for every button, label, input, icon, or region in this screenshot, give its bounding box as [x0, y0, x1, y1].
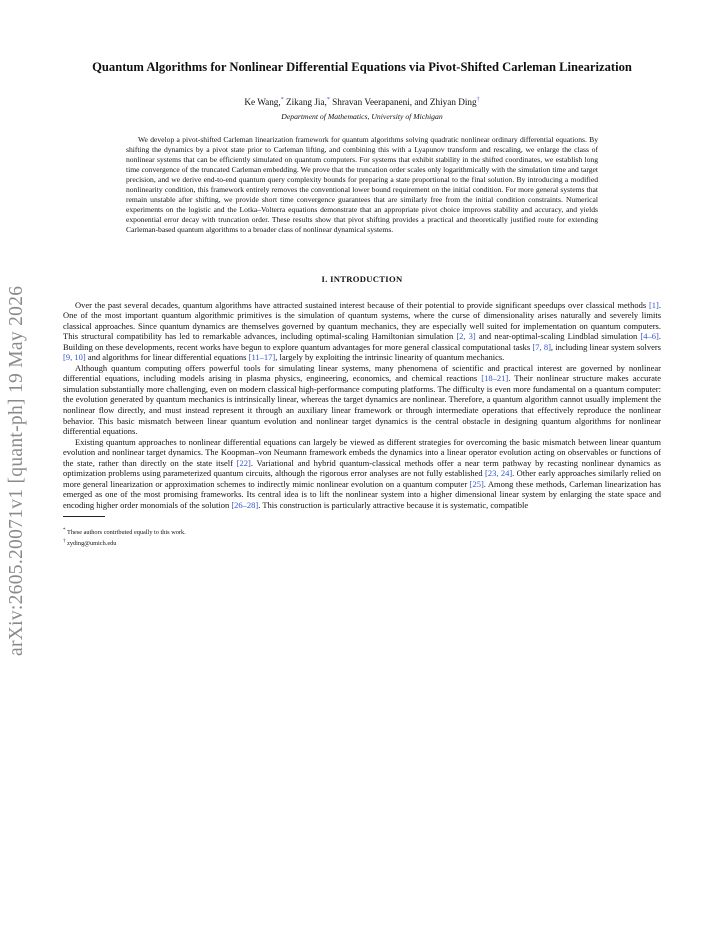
paragraph-text: . This construction is particularly attractive because it is systematic, compatible [258, 499, 529, 510]
paragraph-3 [63, 437, 661, 511]
paragraph-text: . Their nonlinear structure makes accurate simulation substantially more challenging, even on modern classical high-performance computing platforms. The difficulty is even more fundamental on a quantum computer: the evolution generated by quantum mechanics is intrinsically linear, whereas the target dynamics are nonlinear. Therefore, a quantum algorithm cannot usually implement the nonlinear flow directly, and must instead represent it through an auxiliary linear framework or through intermediate operations that effectively reproduce the nonlinear behavior. This basic mismatch between linear quantum evolution and nonlinear target dynamics is the central obstacle in designing quantum algorithms for nonlinear differential equations. [63, 373, 661, 437]
affiliation: Department of Mathematics, University of Michigan [281, 112, 443, 122]
citation-link[interactable]: [4–6] [640, 331, 659, 342]
paragraph-text: . Building on these developments, recent works have begun to explore quantum advantages for more general classical computational tasks [63, 331, 661, 352]
citation-link[interactable]: [22] [236, 457, 251, 468]
citation-link[interactable]: [7, 8] [532, 341, 551, 352]
section-heading: I. INTRODUCTION [321, 273, 403, 284]
paragraph-text: , largely by exploiting the intrinsic linearity of quantum mechanics. [275, 352, 505, 363]
email-link[interactable]: zyding@umich.edu [67, 539, 117, 547]
paragraph-text: . One of the most important quantum algorithmic primitives is the simulation of quantum systems, where the curse of dimensionality arises naturally and severely limits classical approaches. Since quantum dynamics are themselves governed by quantum mechanics, they are especially well suited for implementation on quantum computers. This structural compatibility has led to remarkable advances, including optimal-scaling Hamiltonian simulation [63, 299, 661, 342]
citation-link[interactable]: [11–17] [248, 352, 276, 363]
footnote-divider [63, 516, 105, 517]
citation-link[interactable]: [26–28] [231, 499, 259, 510]
paper-page [63, 60, 661, 548]
citation-link[interactable]: [23, 24] [485, 468, 513, 479]
footnote-email [63, 538, 661, 548]
abstract: We develop a pivot-shifted Carleman linearization framework for quantum algorithms solving quadratic nonlinear ordinary differential equations. By shifting the dynamics by a pivot state prior to Carleman lifting, and combining this with a Lyapunov transform and rescaling, we enlarge the class of nonlinear systems that can be efficiently simulated on quantum computers. For systems that exhibit stability in the shifted coordinates, we establish long time convergence of the truncated Carleman embedding. We prove that the truncation order scales only logarithmically with the simulation time and target precision, and we derive end-to-end quantum query complexity bounds for preparing a state proportional to the final solution. By introducing a modified nonlinearity condition, this framework entirely removes the conventional lower bound requirement on the initial condition. For more general systems that remain unstable after shifting, we provide short time convergence guarantees that are similarly free from the initial condition constraints. Numerical experiments on the logistic and the Lotka–Volterra equations demonstrate that an appropriate pivot choice improves stability and accuracy, and yields exponential error decay with truncation order. These results show that pivot shifting provides a practical and theoretically justified route for extending Carleman-based quantum algorithms to a broader class of nonlinear dynamical systems. [126, 135, 598, 235]
equal-contribution-mark[interactable]: * [326, 97, 330, 103]
citation-link[interactable]: [2, 3] [456, 331, 476, 342]
paragraph-text: , including linear system solvers [550, 341, 661, 352]
author-name: Ke Wang, [244, 97, 281, 108]
corresponding-author-mark[interactable]: † [476, 97, 480, 103]
paragraph-text: Over the past several decades, quantum algorithms have attracted sustained interest because of their potential to provide significant speedups over classical methods [75, 299, 649, 310]
citation-link[interactable]: [1] [648, 299, 659, 310]
citation-link[interactable]: [18–21] [481, 373, 509, 384]
citation-link[interactable]: [9, 10] [63, 352, 86, 363]
paragraph-text: . Other early approaches similarly relied on more general linearization or approximation schemes to indirectly mimic nonlinear evolution on a quantum computer [63, 468, 661, 489]
paragraph-text: and algorithms for linear differential equations [85, 352, 249, 363]
footnote-mark: † [63, 538, 66, 544]
paragraph-1 [63, 300, 661, 363]
paragraph-text: Although quantum computing offers powerful tools for simulating linear systems, many phenomena of scientific and practical interest are governed by nonlinear differential equations, including models arising in plasma physics, engineering, economics, and chemical reactions [63, 362, 661, 384]
author-name: Zikang Jia, [286, 97, 327, 108]
equal-contribution-mark[interactable]: * [280, 97, 284, 103]
paragraph-text: . Variational and hybrid quantum-classical methods offer a near term pathway by recasting nonlinear dynamics as optimization problems using parameterized quantum circuits, although the rigorous error analyses are not fully established [63, 457, 661, 479]
author-name: Shravan Veerapaneni, and Zhiyan Ding [332, 97, 477, 108]
paper-title: Quantum Algorithms for Nonlinear Differential Equations via Pivot-Shifted Carleman Linearization [92, 60, 632, 74]
citation-link[interactable]: [25] [469, 478, 484, 489]
paragraph-text: Existing quantum approaches to nonlinear differential equations can largely be viewed as different strategies for overcoming the basic mismatch between linear quantum evolution and nonlinear target dynamics. The Koopman–von Neumann framework embeds the dynamics into a linear operator evolution acting on observables or functions of the state, rather than directly on the state itself [63, 436, 661, 468]
paragraph-2 [63, 363, 661, 437]
footnote-mark: * [63, 528, 66, 534]
footnote-equal-contribution [63, 527, 661, 537]
author-list [63, 94, 661, 108]
paragraph-text: and near-optimal-scaling Lindblad simulation [475, 331, 641, 342]
footnote-text: These authors contributed equally to this work. [66, 529, 186, 537]
paragraph-text: . Among these methods, Carleman linearization has emerged as one of the most promising frameworks. Its central idea is to lift the nonlinear system into a higher dimensional linear system by enlarging the state space and encoding higher order monomials of the solution [63, 478, 661, 510]
arxiv-identifier: arXiv:2605.20071v1 [quant-ph] 19 May 2026 [6, 285, 27, 656]
